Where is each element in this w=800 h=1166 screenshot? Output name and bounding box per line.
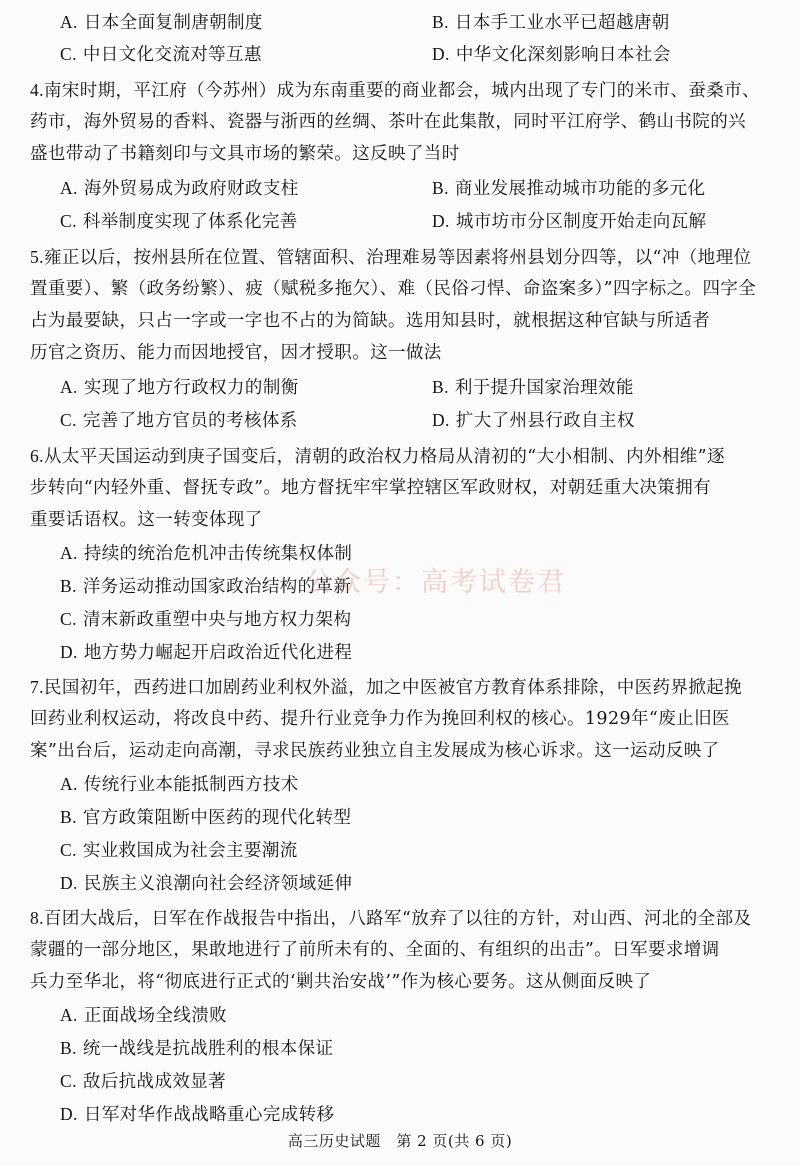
option-text: 实现了地方行政权力的制衡 [83,378,299,398]
option-text: 扩大了州县行政自主权 [455,411,635,431]
option-key: D. [432,44,450,64]
option-key: D. [60,1104,78,1124]
q6-option-c [60,607,351,632]
option-text: 传统行业本能抵制西方技术 [83,775,299,795]
q7-stem-line-3: 案”出台后，运动走向高潮，寻求民族药业独立自主发展成为核心诉求。这一运动反映了 [30,741,720,761]
q3-option-a [60,10,263,35]
option-key: A. [60,1005,78,1025]
question-number: 5. [30,247,44,267]
q6-stem-line-2: 步转向“内轻外重、督抚专政”。地方督抚牢牢掌控辖区军政财权，对朝廷重大决策拥有 [30,478,711,498]
option-text: 完善了地方官员的考核体系 [82,411,298,431]
q8-option-c [60,1069,226,1094]
option-text: 洋务运动推动国家政治结构的革新 [82,577,352,597]
option-text: 清末新政重塑中央与地方权力架构 [82,610,352,630]
q4-stem-line-1 [30,78,772,103]
q4-stem-line-3: 盛也带动了书籍刻印与文具市场的繁荣。这反映了当时 [30,144,460,164]
option-text: 地方势力崛起开启政治近代化进程 [83,643,353,663]
q5-stem-line-4: 历官之资历、能力而因地授官，因才授职。这一做法 [30,343,442,363]
q3-option-b [432,10,670,35]
option-text: 海外贸易成为政府财政支柱 [83,179,299,199]
option-key: C. [60,609,77,629]
q5-option-a [60,375,299,400]
option-key: C. [60,211,77,231]
option-text: 日本全面复制唐朝制度 [83,13,263,33]
q4-stem-line-2: 药市，海外贸易的香料、瓷器与浙西的丝绸、茶叶在此集散，同时平江府学、鹤山书院的兴 [30,112,746,132]
q8-option-a [60,1003,227,1028]
q7-stem-line-2: 回药业利权运动，将改良中药、提升行业竞争力作为挽回利权的核心。1929年“废止旧医 [30,709,730,729]
option-key: A. [60,774,78,794]
option-key: D. [60,642,78,662]
option-key: B. [432,178,449,198]
q6-option-a [60,541,352,566]
q4-option-b [432,176,705,201]
page-footer: 高三历史试题 第 2 页(共 6 页) [287,1132,513,1150]
option-key: A. [60,543,78,563]
question-number: 7. [30,677,44,697]
option-text: 商业发展推动城市功能的多元化 [454,179,706,199]
q5-option-d [432,408,635,433]
option-key: B. [60,807,77,827]
stem-text: 从太平天国运动到庚子国变后，清朝的政治权力格局从清初的“大小相制、内外相维”逐 [43,447,725,467]
q5-stem-line-1 [30,245,772,270]
option-key: D. [432,211,450,231]
option-key: C. [60,410,77,430]
option-key: B. [432,12,449,32]
option-text: 日本手工业水平已超越唐朝 [454,13,670,33]
option-text: 中华文化深刻影响日本社会 [455,45,671,65]
option-key: A. [60,178,78,198]
option-text: 实业救国成为社会主要潮流 [82,841,298,861]
option-text: 城市坊市分区制度开始走向瓦解 [455,212,707,232]
q8-stem-line-3: 兵力至华北，将“彻底进行正式的‘剿共治安战’”作为核心要务。这从侧面反映了 [30,972,652,992]
q8-stem-line-1 [30,906,772,931]
option-text: 敌后抗战成效显著 [82,1072,227,1092]
stem-text: 民国初年，西药进口加剧药业利权外溢，加之中医被官方教育体系排除，中医药界掀起挽 [43,678,743,698]
q8-option-d [60,1102,334,1127]
q5-option-c [60,408,298,433]
option-text: 民族主义浪潮向社会经济领域延伸 [83,874,353,894]
option-key: B. [60,1038,77,1058]
option-key: C. [60,44,77,64]
q8-option-b [60,1036,333,1061]
q7-option-d [60,871,352,896]
option-key: D. [60,873,78,893]
question-number: 6. [30,446,44,466]
option-text: 持续的统治危机冲击传统集权体制 [83,544,353,564]
q7-option-c [60,838,298,863]
option-text: 科举制度实现了体系化完善 [82,212,298,232]
option-key: C. [60,1071,77,1091]
option-key: A. [60,12,78,32]
q5-stem-line-2: 置重要）、繁（政务纷繁）、疲（赋税多拖欠）、难（民俗刁悍、命盗案多）”四字标之。四字全 [30,279,757,299]
option-text: 统一战线是抗战胜利的根本保证 [82,1039,334,1059]
q3-option-c [60,42,262,67]
q5-option-b [432,375,634,400]
question-number: 4. [30,80,44,100]
option-key: A. [60,377,78,397]
stem-text: 百团大战后，日军在作战报告中指出，八路军“放弃了以往的方针，对山西、河北的全部及 [43,909,752,929]
option-key: C. [60,840,77,860]
q3-option-d [432,42,671,67]
q5-stem-line-3: 占为最要缺，只占一字或一字也不占的为简缺。选用知县时，就根据这种官缺与所适者 [30,311,711,331]
stem-text: 雍正以后，按州县所在位置、管辖面积、治理难易等因素将州县划分四等，以“冲（地理位 [43,248,752,268]
option-key: D. [432,410,450,430]
option-text: 利于提升国家治理效能 [454,378,634,398]
q6-stem-line-1 [30,444,772,469]
option-text: 官方政策阻断中医药的现代化转型 [82,808,352,828]
q6-option-d [60,640,352,665]
watermark: 公众号：高考试卷君 [305,567,566,598]
option-key: B. [432,377,449,397]
q8-stem-line-2: 蒙疆的一部分地区，果敢地进行了前所未有的、全面的、有组织的出击”。日军要求增调 [30,940,720,960]
q4-option-c [60,209,298,234]
question-number: 8. [30,908,44,928]
q4-option-a [60,176,299,201]
q7-option-b [60,805,351,830]
option-key: B. [60,576,77,596]
q6-stem-line-3: 重要话语权。这一转变体现了 [30,510,263,530]
q7-option-a [60,772,299,797]
stem-text: 南宋时期，平江府（今苏州）成为东南重要的商业都会，城内出现了专门的米市、蚕桑市、 [43,81,760,101]
option-text: 中日文化交流对等互惠 [82,45,262,65]
q7-stem-line-1 [30,675,772,700]
option-text: 正面战场全线溃败 [83,1006,228,1026]
option-text: 日军对华作战战略重心完成转移 [83,1105,335,1125]
q4-option-d [432,209,706,234]
